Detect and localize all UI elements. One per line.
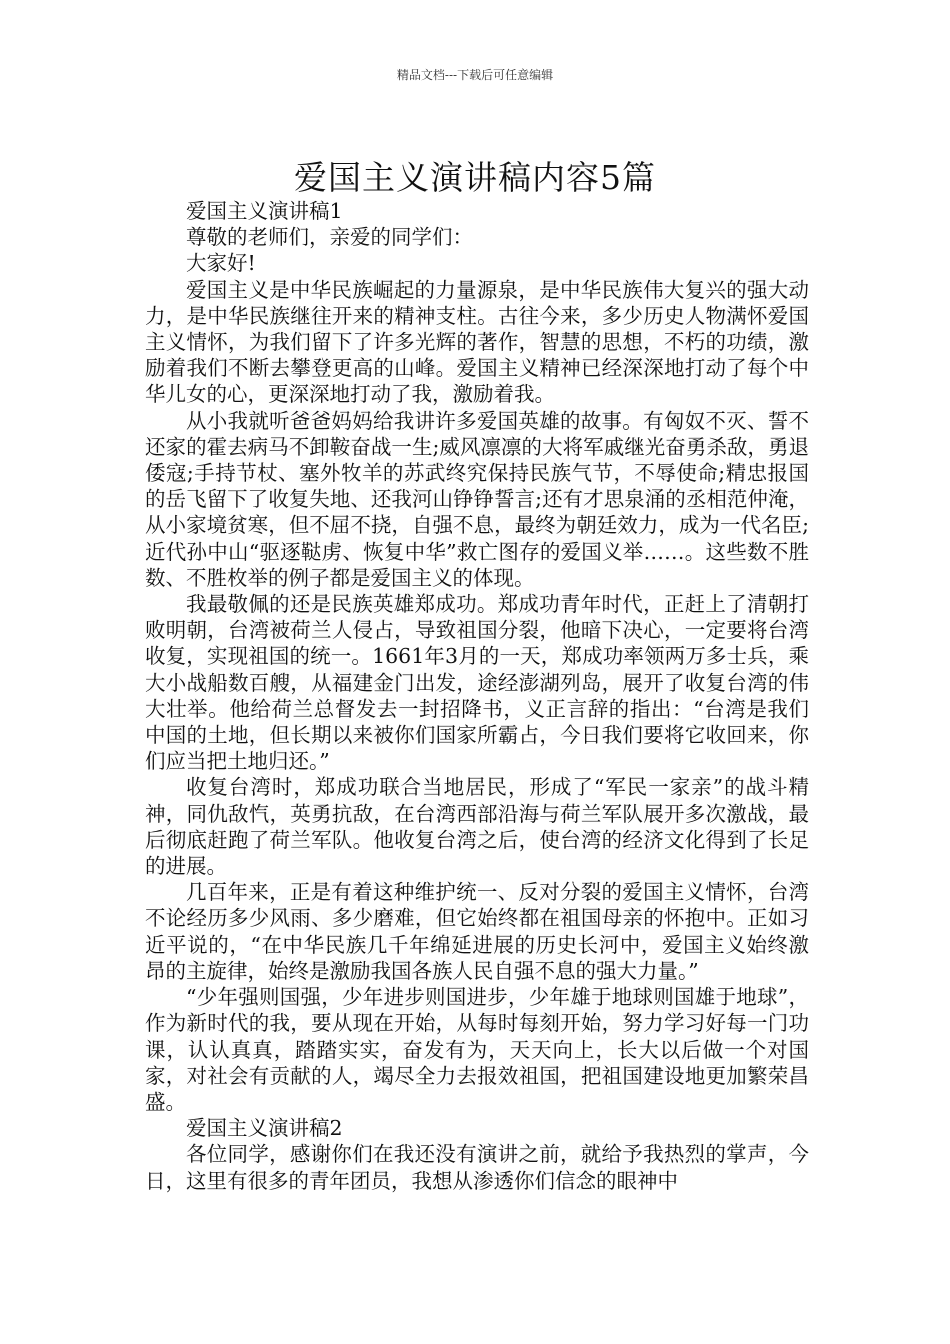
- salutation: 尊敬的老师们，亲爱的同学们：: [186, 225, 473, 250]
- paragraph: 各位同学，感谢你们在我还没有演讲之前，就给予我热烈的掌声，今日，这里有很多的青年团员，我想从渗透你们信念的眼神中: [145, 1142, 809, 1193]
- header-note: 精品文档---下载后可任意编辑: [396, 68, 554, 82]
- paragraph: 爱国主义是中华民族崛起的力量源泉，是中华民族伟大复兴的强大动力，是中华民族继往开来的精神支柱。古往今来，多少历史人物满怀爱国主义情怀，为我们留下了许多光辉的著作，智慧的思想，不朽的功绩，激励着我们不断去攀登更高的山峰。爱国主义精神已经深深地打动了每个中华儿女的心，更深深地打动了我，激励着我。: [145, 277, 809, 407]
- paragraph: 从小我就听爸爸妈妈给我讲许多爱国英雄的故事。有匈奴不灭、誓不还家的霍去病马不卸鞍奋战一生;威风凛凛的大将军戚继光奋勇杀敌，勇退倭寇;手持节杖、塞外牧羊的苏武终究保持民族气节，不辱使命;精忠报国的岳飞留下了收复失地、还我河山铮铮誓言;还有才思泉涌的丞相范仲淹，从小家境贫寒，但不屈不挠，自强不息，最终为朝廷效力，成为一代名臣;近代孙中山“驱逐鞑虏、恢复中华”救亡图存的爱国义举……。这些数不胜数、不胜枚举的例子都是爱国主义的体现。: [145, 408, 809, 590]
- paragraph: 我最敬佩的还是民族英雄郑成功。郑成功青年时代，正赶上了清朝打败明朝，台湾被荷兰人侵占，导致祖国分裂，他暗下决心，一定要将台湾收复，实现祖国的统一。1661年3月的一天，郑成功率领两万多士兵，乘大小战船数百艘，从福建金门出发，途经澎湖列岛，展开了收复台湾的伟大壮举。他给荷兰总督发去一封招降书，义正言辞的指出：“台湾是我们中国的土地，但长期以来被你们国家所霸占，今日我们要将它收回来，你们应当把土地归还。”: [145, 592, 809, 774]
- greeting: 大家好!: [186, 251, 256, 276]
- section-heading-1: 爱国主义演讲稿1: [186, 199, 343, 223]
- paragraph: 几百年来，正是有着这种维护统一、反对分裂的爱国主义情怀，台湾不论经历多少风雨、多少磨难，但它始终都在祖国母亲的怀抱中。正如习近平说的，“在中华民族几千年绵延进展的历史长河中，爱国主义始终激昂的主旋律，始终是激励我国各族人民自强不息的强大力量。”: [145, 880, 809, 983]
- paragraph: 收复台湾时，郑成功联合当地居民，形成了“军民一家亲”的战斗精神，同仇敌忾，英勇抗敌，在台湾西部沿海与荷兰军队展开多次激战，最后彻底赶跑了荷兰军队。他收复台湾之后，使台湾的经济文化得到了长足的进展。: [145, 775, 809, 879]
- paragraph: “少年强则国强，少年进步则国进步，少年雄于地球则国雄于地球”，作为新时代的我，要从现在开始，从每时每刻开始，努力学习好每一门功课，认认真真，踏踏实实，奋发有为，天天向上，长大以后做一个对国家，对社会有贡献的人，竭尽全力去报效祖国，把祖国建设地更加繁荣昌盛。: [145, 985, 809, 1114]
- section-heading-2: 爱国主义演讲稿2: [186, 1116, 343, 1141]
- page-title: 爱国主义演讲稿内容5篇: [294, 158, 656, 198]
- document-body: [145, 198, 809, 1194]
